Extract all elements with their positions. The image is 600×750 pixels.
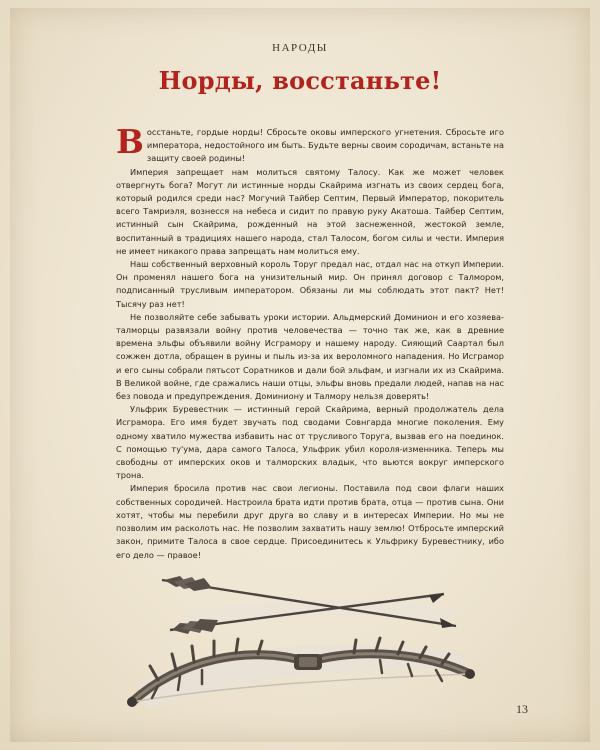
bow-and-arrows-illustration	[118, 574, 484, 726]
chapter-title: Норды, восстаньте!	[158, 66, 442, 95]
paragraph-4: Не позволяйте себе забывать уроки истории. Альдмерский Доминион и его хозяева-талморцы развязали войну против человечества — точно так же, как в древние времена эльфы объявили войну Исграмору и нашему народу. Сияющий Саартал был сожжен дотла, обращен в руины и пыль из-за их вероломного нападения. Но Исграмор и его сыны собрали пятьсот Соратников и дали бой эльфам, и изгнали их из Скайрима. В Великой войне, где сражались наши отцы, эльфы вновь предали людей, напав на нас без повода и предупреждения. Доминиону и Талмору нельзя доверять!	[116, 311, 504, 402]
paragraph-6: Империя бросила против нас свои легионы. Поставила под свои флаги наших собственных сородичей. Настроила брата идти против брата, отца — против сына. Они хотят, чтобы мы перебили друг друга во славу и в интересах Империи. Но мы не позволим им расколоть нас. Не позволим захватить нашу землю! Отбросьте имперский закон, примите Талоса в свое сердце. Присоединитесь к Ульфрику Буревестнику, ибо его дело — правое!	[116, 483, 504, 560]
paragraph-5: Ульфрик Буревестник — истинный герой Скайрима, верный продолжатель дела Исграмора. Его имя будет звучать под сводами Совнгарда многие поколения. Ему одному хватило мужества избавить нас от трусливого Торуга, вызвав его на поединок. С помощью ту'ума, дара самого Талоса, Ульфрик убил короля-изменника. Теперь мы свободны от имперских оков и талморских владык, что вьются вокруг имперского трона.	[116, 404, 504, 481]
paragraph-1	[116, 122, 504, 166]
paragraph-1-text: осстаньте, гордые норды! Сбросьте оковы имперского угнетения. Сбросьте иго императора, недостойного им быть. Будьте верны своим сородичам, встаньте на защиту своей родины!	[146, 127, 504, 164]
paragraph-2: Империя запрещает нам молиться святому Талосу. Как же может человек отвергнуть бога? Могут ли истинные норды Скайрима изгнать из своих сердец бога, который родился среди нас? Могучий Тайбер Септим, Первый Император, покоритель всего Тамриэля, вознесся на небеса и сидит по правую руку Акатоша. Тайбер Септим, истинный сын Скайрима, рожденный на этой заснеженной, жестокой земле, воспитанный в традициях нашего народа, стал Талосом, богом силы и чести. Империя не имеет никакого права запрещать нам молиться ему.	[116, 166, 504, 256]
drop-cap: В	[116, 122, 144, 161]
article-body	[116, 122, 504, 562]
paragraph-3: Наш собственный верховный король Торуг предал нас, отдал нас на откуп Империи. Он променял нашего бога на унизительный мир. Он принял договор с Талмором, подписанный трусливым императором. Обязаны ли мы соблюдать этот пакт? Нет! Тысячу раз нет!	[116, 259, 504, 309]
running-head: НАРОДЫ	[272, 42, 328, 54]
page-number: 13	[516, 702, 528, 716]
